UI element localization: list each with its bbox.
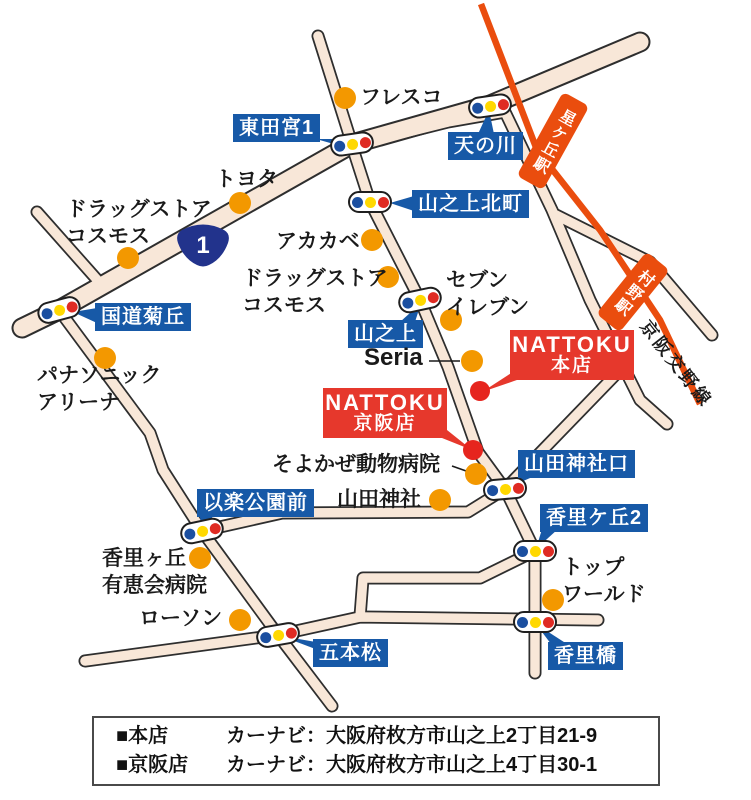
store-logo: NATTOKU bbox=[325, 390, 445, 415]
landmark-label-lawson: ローソン bbox=[139, 607, 223, 630]
landmark-label-seria: Seria bbox=[364, 344, 423, 371]
signal-label-yamanoue: 山之上 bbox=[348, 320, 423, 348]
landmark-label-akakabe: アカカベ bbox=[276, 230, 360, 253]
store-logo: NATTOKU bbox=[512, 332, 632, 357]
landmark-dot bbox=[334, 87, 356, 109]
station-name: 村野駅 bbox=[609, 265, 657, 319]
signal-label-korigaoka2: 香里ケ丘2 bbox=[540, 504, 648, 532]
landmark-dot bbox=[542, 589, 564, 611]
traffic-signal-icon bbox=[348, 191, 392, 213]
info-navi-address: カーナビ：大阪府枚方市山之上4丁目30-1 bbox=[226, 754, 598, 776]
signal-label-higashitamiya1: 東田宮1 bbox=[233, 114, 320, 142]
landmark-dot bbox=[465, 463, 487, 485]
info-store-name: ■京阪店 bbox=[116, 754, 189, 776]
landmark-label-cosmos-2: ドラッグストア コスモス bbox=[242, 267, 388, 317]
landmark-label-cosmos-1: ドラッグストア コスモス bbox=[66, 198, 212, 248]
landmark-label-animal-hospital: そよかぜ動物病院 bbox=[272, 453, 440, 476]
traffic-signal-icon bbox=[513, 540, 557, 562]
signal-label-yamanoue-kitamachi: 山之上北町 bbox=[412, 190, 529, 218]
signal-label-gohonmatsu: 五本松 bbox=[313, 639, 388, 667]
landmark-dot bbox=[461, 350, 483, 372]
signal-label-irakukoenmae: 以楽公園前 bbox=[197, 489, 314, 517]
info-store-name: ■本店 bbox=[116, 725, 169, 747]
landmark-label-fresco: フレスコ bbox=[360, 86, 443, 109]
landmark-label-panasonic-arena: パナソニック アリーナ bbox=[37, 364, 162, 414]
traffic-signal-icon bbox=[513, 611, 557, 633]
car-navi-info-box bbox=[92, 716, 660, 786]
landmark-label-toyota: トヨタ bbox=[215, 168, 278, 191]
store-marker-keihanten bbox=[463, 440, 483, 460]
info-navi-address: カーナビ：大阪府枚方市山之上2丁目21-9 bbox=[226, 725, 598, 747]
store-branch: 本店 bbox=[550, 355, 593, 376]
landmark-label-seven-eleven: セブン イレブン bbox=[446, 269, 530, 319]
info-row-honten bbox=[116, 724, 658, 749]
landmark-dot bbox=[229, 192, 251, 214]
railway-line-name: 京阪交野線 bbox=[636, 316, 717, 412]
info-row-keihanten bbox=[116, 753, 658, 778]
signal-label-amanogawa: 天の川 bbox=[448, 132, 523, 160]
route-number: 1 bbox=[196, 232, 210, 259]
store-marker-honten bbox=[470, 381, 490, 401]
landmark-dot bbox=[361, 229, 383, 251]
landmark-dot bbox=[117, 247, 139, 269]
signal-label-yamadajinjaguchi: 山田神社口 bbox=[518, 450, 635, 478]
signal-label-kokudo-kikugaoka: 国道菊丘 bbox=[95, 303, 191, 331]
landmark-label-top-world: トップ ワールド bbox=[562, 556, 646, 606]
landmark-dot bbox=[229, 609, 251, 631]
station-name: 星ケ丘駅 bbox=[528, 105, 578, 177]
store-branch: 京阪店 bbox=[353, 413, 417, 434]
landmark-dot bbox=[429, 489, 451, 511]
store-callout-honten bbox=[510, 330, 634, 380]
signal-label-koribashi: 香里橋 bbox=[548, 642, 623, 670]
store-callout-keihanten bbox=[323, 388, 447, 438]
landmark-label-yuekai-hospital: 香里ヶ丘 有恵会病院 bbox=[102, 547, 207, 597]
landmark-label-yamada-shrine: 山田神社 bbox=[337, 488, 421, 511]
